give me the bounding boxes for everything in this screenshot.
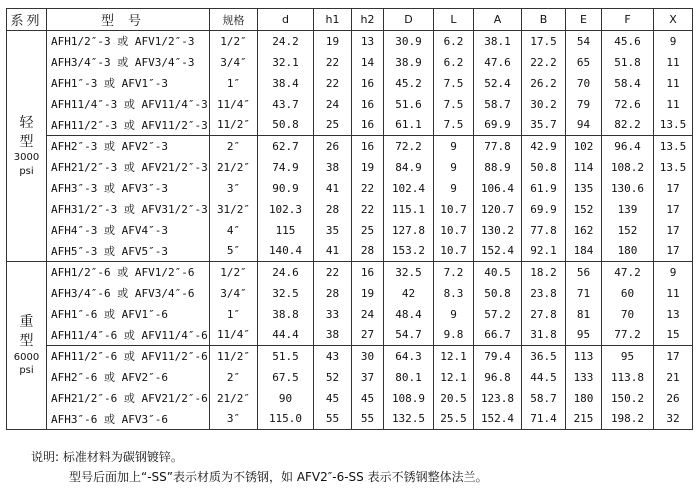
cell-size: 1/2″ bbox=[210, 262, 258, 283]
cell-d: 115.0 bbox=[258, 409, 314, 430]
cell-h2: 16 bbox=[352, 262, 384, 283]
cell-h2: 55 bbox=[352, 409, 384, 430]
cell-B: 77.8 bbox=[522, 220, 566, 241]
table-row bbox=[7, 136, 693, 157]
col-header-series: 系列 bbox=[7, 9, 47, 31]
cell-h2: 16 bbox=[352, 94, 384, 115]
cell-h1: 38 bbox=[314, 325, 352, 346]
cell-h1: 43 bbox=[314, 346, 352, 367]
cell-F: 113.8 bbox=[602, 367, 654, 388]
cell-size: 3″ bbox=[210, 409, 258, 430]
cell-X: 9 bbox=[654, 31, 693, 52]
cell-X: 32 bbox=[654, 409, 693, 430]
cell-F: 95 bbox=[602, 346, 654, 367]
col-header-D: D bbox=[384, 9, 434, 31]
cell-A: 152.4 bbox=[474, 409, 522, 430]
cell-F: 47.2 bbox=[602, 262, 654, 283]
cell-L: 6.2 bbox=[434, 31, 474, 52]
cell-h2: 16 bbox=[352, 136, 384, 157]
cell-A: 50.8 bbox=[474, 283, 522, 304]
cell-A: 79.4 bbox=[474, 346, 522, 367]
cell-F: 130.6 bbox=[602, 178, 654, 199]
table-row bbox=[7, 199, 693, 220]
cell-model: AFH1″-6 或 AFV1″-6 bbox=[47, 304, 210, 325]
cell-h1: 38 bbox=[314, 157, 352, 178]
spec-table-body bbox=[7, 31, 693, 430]
col-header-d: d bbox=[258, 9, 314, 31]
cell-E: 180 bbox=[566, 388, 602, 409]
series-pressure: 3000 bbox=[13, 152, 40, 164]
cell-model: AFH1″-3 或 AFV1″-3 bbox=[47, 73, 210, 94]
cell-X: 17 bbox=[654, 241, 693, 262]
cell-A: 152.4 bbox=[474, 241, 522, 262]
cell-h1: 26 bbox=[314, 136, 352, 157]
cell-L: 25.5 bbox=[434, 409, 474, 430]
cell-E: 70 bbox=[566, 73, 602, 94]
cell-L: 9 bbox=[434, 157, 474, 178]
cell-F: 180 bbox=[602, 241, 654, 262]
cell-d: 90 bbox=[258, 388, 314, 409]
cell-B: 27.8 bbox=[522, 304, 566, 325]
table-row bbox=[7, 52, 693, 73]
cell-F: 198.2 bbox=[602, 409, 654, 430]
cell-h1: 28 bbox=[314, 283, 352, 304]
cell-L: 7.5 bbox=[434, 73, 474, 94]
cell-D: 132.5 bbox=[384, 409, 434, 430]
cell-F: 45.6 bbox=[602, 31, 654, 52]
cell-F: 139 bbox=[602, 199, 654, 220]
cell-X: 11 bbox=[654, 52, 693, 73]
cell-size: 1″ bbox=[210, 73, 258, 94]
cell-h1: 22 bbox=[314, 73, 352, 94]
cell-X: 13.5 bbox=[654, 157, 693, 178]
series-cell bbox=[7, 262, 47, 430]
table-row bbox=[7, 94, 693, 115]
cell-size: 11/2″ bbox=[210, 346, 258, 367]
cell-X: 26 bbox=[654, 388, 693, 409]
cell-X: 13.5 bbox=[654, 115, 693, 136]
table-row bbox=[7, 115, 693, 136]
cell-d: 43.7 bbox=[258, 94, 314, 115]
cell-model: AFH1/2″-6 或 AFV1/2″-6 bbox=[47, 262, 210, 283]
cell-A: 47.6 bbox=[474, 52, 522, 73]
cell-model: AFH2″-3 或 AFV2″-3 bbox=[47, 136, 210, 157]
cell-L: 12.1 bbox=[434, 367, 474, 388]
cell-E: 65 bbox=[566, 52, 602, 73]
cell-E: 184 bbox=[566, 241, 602, 262]
cell-X: 11 bbox=[654, 73, 693, 94]
cell-L: 12.1 bbox=[434, 346, 474, 367]
cell-model: AFH3″-3 或 AFV3″-3 bbox=[47, 178, 210, 199]
col-header-E: E bbox=[566, 9, 602, 31]
cell-B: 18.2 bbox=[522, 262, 566, 283]
cell-h2: 30 bbox=[352, 346, 384, 367]
table-row bbox=[7, 367, 693, 388]
cell-d: 38.4 bbox=[258, 73, 314, 94]
table-row bbox=[7, 409, 693, 430]
cell-h2: 24 bbox=[352, 304, 384, 325]
cell-h2: 13 bbox=[352, 31, 384, 52]
cell-d: 102.3 bbox=[258, 199, 314, 220]
cell-A: 96.8 bbox=[474, 367, 522, 388]
cell-model: AFH21/2″-3 或 AFV21/2″-3 bbox=[47, 157, 210, 178]
notes bbox=[31, 447, 488, 487]
cell-E: 81 bbox=[566, 304, 602, 325]
cell-h1: 24 bbox=[314, 94, 352, 115]
cell-L: 20.5 bbox=[434, 388, 474, 409]
cell-D: 115.1 bbox=[384, 199, 434, 220]
series-pressure: psi bbox=[19, 365, 34, 377]
cell-B: 31.8 bbox=[522, 325, 566, 346]
cell-L: 9 bbox=[434, 136, 474, 157]
cell-model: AFH4″-3 或 AFV4″-3 bbox=[47, 220, 210, 241]
cell-F: 152 bbox=[602, 220, 654, 241]
spec-table bbox=[6, 8, 693, 430]
cell-D: 80.1 bbox=[384, 367, 434, 388]
cell-E: 79 bbox=[566, 94, 602, 115]
cell-d: 62.7 bbox=[258, 136, 314, 157]
cell-E: 56 bbox=[566, 262, 602, 283]
cell-d: 32.1 bbox=[258, 52, 314, 73]
cell-L: 7.2 bbox=[434, 262, 474, 283]
cell-X: 21 bbox=[654, 367, 693, 388]
cell-h2: 27 bbox=[352, 325, 384, 346]
cell-A: 88.9 bbox=[474, 157, 522, 178]
cell-h1: 55 bbox=[314, 409, 352, 430]
cell-size: 11/2″ bbox=[210, 115, 258, 136]
col-header-A: A bbox=[474, 9, 522, 31]
cell-B: 92.1 bbox=[522, 241, 566, 262]
cell-model: AFH11/2″-6 或 AFV11/2″-6 bbox=[47, 346, 210, 367]
cell-F: 77.2 bbox=[602, 325, 654, 346]
cell-L: 9.8 bbox=[434, 325, 474, 346]
cell-d: 24.6 bbox=[258, 262, 314, 283]
table-row bbox=[7, 262, 693, 283]
cell-A: 77.8 bbox=[474, 136, 522, 157]
cell-E: 54 bbox=[566, 31, 602, 52]
cell-size: 11/4″ bbox=[210, 94, 258, 115]
cell-D: 102.4 bbox=[384, 178, 434, 199]
cell-model: AFH3/4″-3 或 AFV3/4″-3 bbox=[47, 52, 210, 73]
cell-model: AFH11/2″-3 或 AFV11/2″-3 bbox=[47, 115, 210, 136]
cell-model: AFH3/4″-6 或 AFV3/4″-6 bbox=[47, 283, 210, 304]
cell-A: 66.7 bbox=[474, 325, 522, 346]
series-cell bbox=[7, 31, 47, 262]
cell-size: 2″ bbox=[210, 367, 258, 388]
cell-size: 31/2″ bbox=[210, 199, 258, 220]
cell-h1: 25 bbox=[314, 115, 352, 136]
col-header-B: B bbox=[522, 9, 566, 31]
cell-A: 123.8 bbox=[474, 388, 522, 409]
cell-model: AFH11/4″-6 或 AFV11/4″-6 bbox=[47, 325, 210, 346]
cell-h2: 16 bbox=[352, 73, 384, 94]
cell-size: 11/4″ bbox=[210, 325, 258, 346]
note-line-1: 说明: 标准材料为碳钢镀锌。 bbox=[31, 450, 183, 464]
table-row bbox=[7, 346, 693, 367]
cell-F: 72.6 bbox=[602, 94, 654, 115]
cell-F: 82.2 bbox=[602, 115, 654, 136]
series-name-char: 型 bbox=[19, 133, 34, 150]
cell-E: 133 bbox=[566, 367, 602, 388]
table-row bbox=[7, 325, 693, 346]
cell-d: 115 bbox=[258, 220, 314, 241]
cell-A: 130.2 bbox=[474, 220, 522, 241]
cell-E: 71 bbox=[566, 283, 602, 304]
cell-B: 61.9 bbox=[522, 178, 566, 199]
header-row bbox=[7, 9, 693, 31]
table-row bbox=[7, 31, 693, 52]
cell-E: 94 bbox=[566, 115, 602, 136]
cell-size: 3″ bbox=[210, 178, 258, 199]
cell-E: 114 bbox=[566, 157, 602, 178]
cell-D: 38.9 bbox=[384, 52, 434, 73]
table-row bbox=[7, 304, 693, 325]
cell-d: 51.5 bbox=[258, 346, 314, 367]
note-line-2: 型号后面加上“-SS”表示材质为不锈钢，如 AFV2″-6-SS 表示不锈钢整体法兰。 bbox=[69, 470, 488, 484]
cell-X: 11 bbox=[654, 283, 693, 304]
cell-model: AFH21/2″-6 或 AFV21/2″-6 bbox=[47, 388, 210, 409]
cell-E: 113 bbox=[566, 346, 602, 367]
col-header-X: X bbox=[654, 9, 693, 31]
cell-size: 2″ bbox=[210, 136, 258, 157]
cell-E: 215 bbox=[566, 409, 602, 430]
cell-A: 57.2 bbox=[474, 304, 522, 325]
cell-F: 108.2 bbox=[602, 157, 654, 178]
cell-B: 30.2 bbox=[522, 94, 566, 115]
cell-size: 5″ bbox=[210, 241, 258, 262]
cell-D: 127.8 bbox=[384, 220, 434, 241]
cell-D: 48.4 bbox=[384, 304, 434, 325]
cell-D: 30.9 bbox=[384, 31, 434, 52]
cell-model: AFH11/4″-3 或 AFV11/4″-3 bbox=[47, 94, 210, 115]
cell-D: 42 bbox=[384, 283, 434, 304]
cell-B: 23.8 bbox=[522, 283, 566, 304]
cell-L: 6.2 bbox=[434, 52, 474, 73]
cell-h2: 16 bbox=[352, 115, 384, 136]
cell-h1: 52 bbox=[314, 367, 352, 388]
col-header-size: 规格 bbox=[210, 9, 258, 31]
cell-L: 8.3 bbox=[434, 283, 474, 304]
cell-X: 17 bbox=[654, 346, 693, 367]
cell-A: 52.4 bbox=[474, 73, 522, 94]
table-row bbox=[7, 241, 693, 262]
cell-F: 96.4 bbox=[602, 136, 654, 157]
cell-h1: 35 bbox=[314, 220, 352, 241]
cell-L: 7.5 bbox=[434, 94, 474, 115]
cell-B: 26.2 bbox=[522, 73, 566, 94]
cell-h1: 28 bbox=[314, 199, 352, 220]
cell-h1: 41 bbox=[314, 241, 352, 262]
cell-X: 17 bbox=[654, 220, 693, 241]
cell-X: 13 bbox=[654, 304, 693, 325]
cell-A: 58.7 bbox=[474, 94, 522, 115]
cell-B: 69.9 bbox=[522, 199, 566, 220]
cell-A: 40.5 bbox=[474, 262, 522, 283]
col-header-model: 型号 bbox=[47, 9, 210, 31]
cell-d: 44.4 bbox=[258, 325, 314, 346]
cell-h1: 19 bbox=[314, 31, 352, 52]
cell-d: 74.9 bbox=[258, 157, 314, 178]
cell-h1: 45 bbox=[314, 388, 352, 409]
cell-D: 61.1 bbox=[384, 115, 434, 136]
table-row bbox=[7, 73, 693, 94]
cell-D: 45.2 bbox=[384, 73, 434, 94]
cell-A: 69.9 bbox=[474, 115, 522, 136]
cell-h2: 14 bbox=[352, 52, 384, 73]
cell-d: 90.9 bbox=[258, 178, 314, 199]
cell-d: 24.2 bbox=[258, 31, 314, 52]
cell-L: 7.5 bbox=[434, 115, 474, 136]
cell-X: 17 bbox=[654, 178, 693, 199]
cell-L: 9 bbox=[434, 178, 474, 199]
cell-D: 84.9 bbox=[384, 157, 434, 178]
cell-d: 38.8 bbox=[258, 304, 314, 325]
cell-h2: 19 bbox=[352, 157, 384, 178]
cell-E: 102 bbox=[566, 136, 602, 157]
cell-model: AFH3″-6 或 AFV3″-6 bbox=[47, 409, 210, 430]
cell-size: 3/4″ bbox=[210, 283, 258, 304]
cell-d: 32.5 bbox=[258, 283, 314, 304]
cell-E: 135 bbox=[566, 178, 602, 199]
cell-D: 32.5 bbox=[384, 262, 434, 283]
cell-D: 51.6 bbox=[384, 94, 434, 115]
table-row bbox=[7, 178, 693, 199]
cell-L: 10.7 bbox=[434, 199, 474, 220]
cell-E: 162 bbox=[566, 220, 602, 241]
cell-h1: 41 bbox=[314, 178, 352, 199]
cell-h1: 33 bbox=[314, 304, 352, 325]
cell-h2: 19 bbox=[352, 283, 384, 304]
cell-B: 17.5 bbox=[522, 31, 566, 52]
cell-B: 35.7 bbox=[522, 115, 566, 136]
cell-model: AFH31/2″-3 或 AFV31/2″-3 bbox=[47, 199, 210, 220]
cell-h1: 22 bbox=[314, 262, 352, 283]
series-name-char: 轻 bbox=[19, 114, 34, 131]
cell-D: 54.7 bbox=[384, 325, 434, 346]
cell-L: 9 bbox=[434, 304, 474, 325]
series-pressure: psi bbox=[19, 165, 34, 177]
cell-B: 44.5 bbox=[522, 367, 566, 388]
cell-d: 67.5 bbox=[258, 367, 314, 388]
cell-B: 42.9 bbox=[522, 136, 566, 157]
cell-A: 106.4 bbox=[474, 178, 522, 199]
cell-B: 36.5 bbox=[522, 346, 566, 367]
cell-E: 152 bbox=[566, 199, 602, 220]
cell-d: 140.4 bbox=[258, 241, 314, 262]
cell-X: 11 bbox=[654, 94, 693, 115]
cell-h2: 45 bbox=[352, 388, 384, 409]
cell-h2: 25 bbox=[352, 220, 384, 241]
cell-size: 1″ bbox=[210, 304, 258, 325]
col-header-h1: h1 bbox=[314, 9, 352, 31]
cell-model: AFH5″-3 或 AFV5″-3 bbox=[47, 241, 210, 262]
col-header-h2: h2 bbox=[352, 9, 384, 31]
cell-B: 71.4 bbox=[522, 409, 566, 430]
cell-F: 60 bbox=[602, 283, 654, 304]
cell-L: 10.7 bbox=[434, 241, 474, 262]
cell-D: 72.2 bbox=[384, 136, 434, 157]
table-row bbox=[7, 157, 693, 178]
cell-X: 9 bbox=[654, 262, 693, 283]
cell-h2: 22 bbox=[352, 199, 384, 220]
cell-F: 51.8 bbox=[602, 52, 654, 73]
series-name-char: 重 bbox=[19, 314, 34, 331]
cell-size: 4″ bbox=[210, 220, 258, 241]
cell-h2: 37 bbox=[352, 367, 384, 388]
cell-D: 64.3 bbox=[384, 346, 434, 367]
cell-B: 50.8 bbox=[522, 157, 566, 178]
cell-F: 150.2 bbox=[602, 388, 654, 409]
cell-model: AFH2″-6 或 AFV2″-6 bbox=[47, 367, 210, 388]
cell-h2: 28 bbox=[352, 241, 384, 262]
series-pressure: 6000 bbox=[13, 351, 40, 363]
cell-h1: 22 bbox=[314, 52, 352, 73]
cell-X: 13.5 bbox=[654, 136, 693, 157]
cell-B: 58.7 bbox=[522, 388, 566, 409]
cell-A: 120.7 bbox=[474, 199, 522, 220]
col-header-F: F bbox=[602, 9, 654, 31]
cell-B: 22.2 bbox=[522, 52, 566, 73]
cell-size: 21/2″ bbox=[210, 157, 258, 178]
cell-size: 21/2″ bbox=[210, 388, 258, 409]
table-row bbox=[7, 283, 693, 304]
cell-F: 70 bbox=[602, 304, 654, 325]
cell-size: 1/2″ bbox=[210, 31, 258, 52]
cell-E: 95 bbox=[566, 325, 602, 346]
cell-D: 153.2 bbox=[384, 241, 434, 262]
col-header-L: L bbox=[434, 9, 474, 31]
cell-D: 108.9 bbox=[384, 388, 434, 409]
table-row bbox=[7, 220, 693, 241]
series-name-char: 型 bbox=[19, 333, 34, 349]
cell-X: 17 bbox=[654, 199, 693, 220]
cell-X: 15 bbox=[654, 325, 693, 346]
cell-size: 3/4″ bbox=[210, 52, 258, 73]
table-row bbox=[7, 388, 693, 409]
cell-model: AFH1/2″-3 或 AFV1/2″-3 bbox=[47, 31, 210, 52]
cell-F: 58.4 bbox=[602, 73, 654, 94]
cell-A: 38.1 bbox=[474, 31, 522, 52]
cell-h2: 22 bbox=[352, 178, 384, 199]
cell-L: 10.7 bbox=[434, 220, 474, 241]
cell-d: 50.8 bbox=[258, 115, 314, 136]
